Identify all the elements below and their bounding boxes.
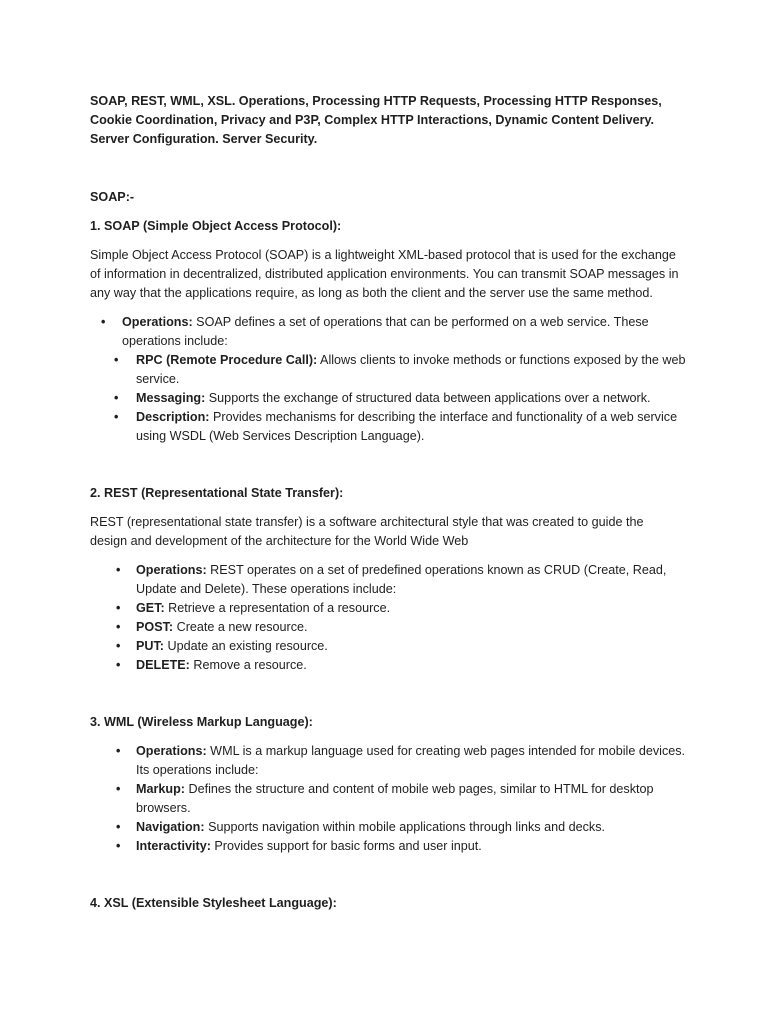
list-item [90,637,690,656]
bullet-glyph: • [116,820,121,834]
bullet-glyph: • [116,601,121,615]
rest-bullet-list [90,561,690,675]
soap-label: SOAP:- [90,190,135,204]
list-item [90,389,690,408]
soap-heading: 1. SOAP (Simple Object Access Protocol): [90,219,342,233]
term: Interactivity: [136,839,211,853]
term: Markup: [136,782,185,796]
bullet-glyph: • [116,563,121,577]
list-item [90,780,690,818]
list-item [90,837,690,856]
bullet-glyph: • [116,744,121,758]
document-page [90,92,690,913]
rest-intro: REST (representational state transfer) is a software architectural style that was created to guide the design and development of the architecture for the World Wide Web [90,515,644,548]
list-item [90,561,690,599]
term: RPC (Remote Procedure Call): [136,353,318,367]
bullet-glyph: • [114,410,119,424]
description: Update an existing resource. [164,639,328,653]
list-item [90,742,690,780]
term: DELETE: [136,658,190,672]
description: Provides mechanisms for describing the interface and functionality of a web service using WSDL (Web Services Description Language). [136,410,678,443]
soap-bullet-list [90,313,690,446]
term: Operations: [136,744,207,758]
list-item [90,408,690,446]
description: SOAP defines a set of operations that can be performed on a web service. These operations include: [122,315,649,348]
soap-intro: Simple Object Access Protocol (SOAP) is a lightweight XML-based protocol that is used for the exchange of information in decentralized, distributed application environments. You can transmit SOAP messages in any way that the applications require, as long as both the client and the server use the same method. [90,248,679,300]
wml-heading: 3. WML (Wireless Markup Language): [90,715,313,729]
bullet-glyph: • [116,639,121,653]
bullet-glyph: • [116,782,121,796]
list-item [90,313,690,351]
xsl-heading: 4. XSL (Extensible Stylesheet Language): [90,896,337,910]
description: Supports navigation within mobile applications through links and decks. [204,820,606,834]
term: Operations: [136,563,207,577]
wml-bullet-list [90,742,690,856]
list-item [90,351,690,389]
list-item [90,599,690,618]
bullet-glyph: • [116,658,121,672]
description: Supports the exchange of structured data between applications over a network. [205,391,651,405]
description: Create a new resource. [173,620,308,634]
term: PUT: [136,639,164,653]
bullet-glyph: • [101,315,106,329]
bullet-glyph: • [114,353,119,367]
bullet-glyph: • [116,620,121,634]
rest-heading: 2. REST (Representational State Transfer): [90,486,344,500]
description: Allows clients to invoke methods or functions exposed by the web service. [136,353,686,386]
bullet-glyph: • [116,839,121,853]
description: Retrieve a representation of a resource. [164,601,391,615]
term: Description: [136,410,210,424]
term: Messaging: [136,391,206,405]
term: Navigation: [136,820,205,834]
description: Remove a resource. [189,658,307,672]
description: Defines the structure and content of mobile web pages, similar to HTML for desktop browsers. [136,782,654,815]
description: REST operates on a set of predefined operations known as CRUD (Create, Read, Update and Delete). These operations include: [136,563,667,596]
list-item [90,618,690,637]
term: POST: [136,620,174,634]
list-item [90,818,690,837]
term: Operations: [122,315,193,329]
document-title: SOAP, REST, WML, XSL. Operations, Processing HTTP Requests, Processing HTTP Responses, Cookie Coordination, Privacy and P3P, Complex HTTP Interactions, Dynamic Content Delivery. Server Configuration. Server Security. [90,94,662,146]
term: GET: [136,601,165,615]
description: WML is a markup language used for creating web pages intended for mobile devices. Its operations include: [136,744,686,777]
list-item [90,656,690,675]
bullet-glyph: • [114,391,119,405]
description: Provides support for basic forms and user input. [210,839,482,853]
